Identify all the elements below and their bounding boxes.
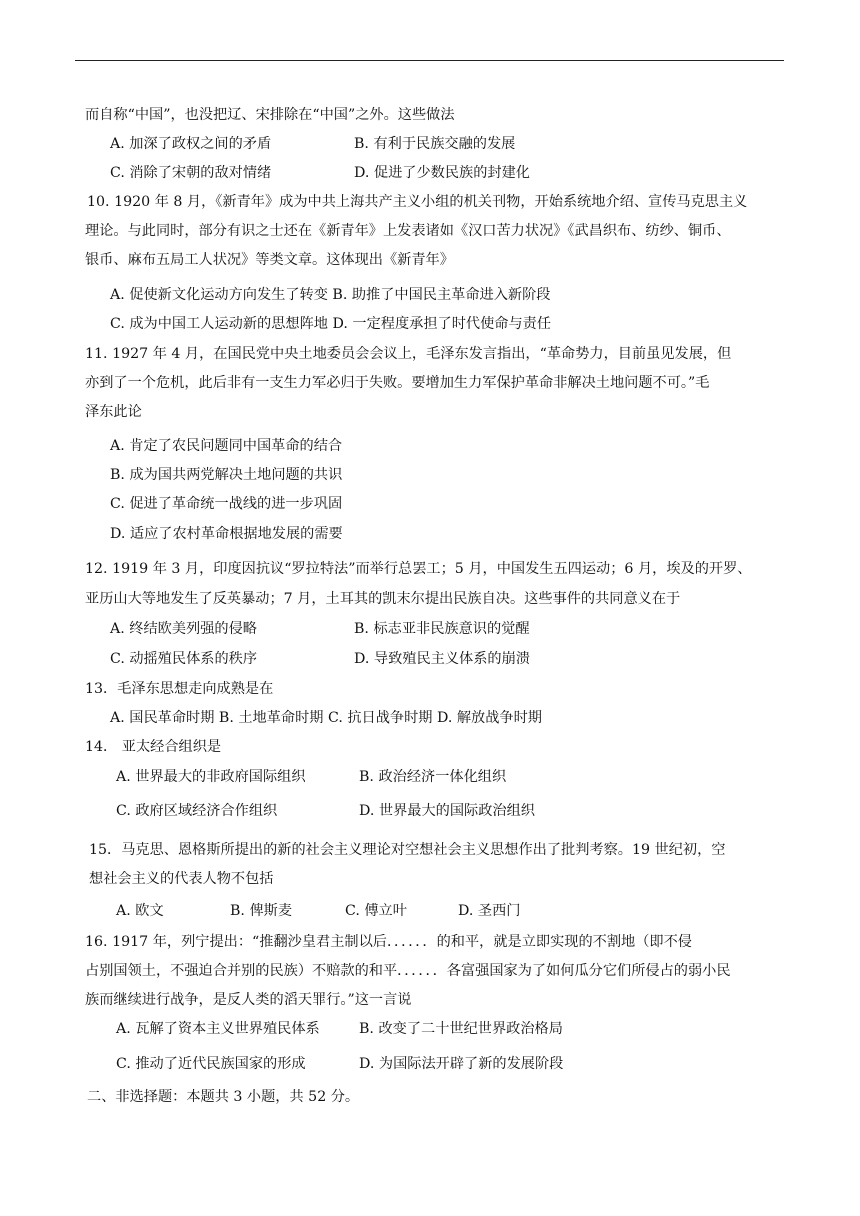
option-b: B. 有利于民族交融的发展: [354, 136, 516, 152]
text-line: 想社会主义的代表人物不包括: [89, 871, 274, 887]
option-b: B. 成为国共两党解决土地问题的共识: [110, 467, 343, 483]
question-10: 10. 1920 年 8 月，《新青年》成为中共上海共产主义小组的机关刊物，开始系统地介绍、宣传马克思主义: [87, 194, 748, 210]
section-heading: 二、非选择题：本题共 3 小题，共 52 分。: [87, 1089, 360, 1105]
option-c: C. 消除了宋朝的敌对情绪: [110, 165, 272, 181]
option-a: A. 肯定了农民问题同中国革命的结合: [110, 438, 343, 454]
option-d: D. 圣西门: [458, 903, 521, 919]
option-a: A. 加深了政权之间的矛盾: [110, 136, 272, 152]
question-15: 15．马克思、恩格斯所提出的新的社会主义理论对空想社会主义思想作出了批判考察。19 世纪初，空: [89, 842, 726, 858]
option-d: D. 适应了农村革命根据地发展的需要: [110, 526, 343, 542]
question-12: 12. 1919 年 3 月，印度因抗议“罗拉特法”而举行总罢工；5 月，中国发生五四运动；6 月，埃及的开罗、: [85, 561, 752, 577]
text-line: 占别国领土，不强迫合并别的民族）不赔款的和平．．．．．．各富强国家为了如何瓜分它们所侵占的弱小民: [85, 963, 731, 979]
text-line: 亦到了一个危机，此后非有一支生力军必归于失败。要增加生力军保护革命非解决土地问题不可。”毛: [85, 375, 710, 391]
option-ab: A. 促使新文化运动方向发生了转变 B. 助推了中国民主革命进入新阶段: [110, 287, 551, 303]
option-c: C. 促进了革命统一战线的进一步巩固: [110, 496, 343, 512]
question-16: 16. 1917 年，列宁提出：“推翻沙皇君主制以后．．．．．．的和平，就是立即实现的不割地（即不侵: [85, 934, 692, 950]
options-13: A. 国民革命时期 B. 土地革命时期 C. 抗日战争时期 D. 解放战争时期: [110, 710, 542, 726]
option-cd: C. 成为中国工人运动新的思想阵地 D. 一定程度承担了时代使命与责任: [110, 316, 552, 332]
question-14: 14． 亚太经合组织是: [85, 739, 222, 755]
option-b: B. 标志亚非民族意识的觉醒: [354, 621, 530, 637]
text-line: 泽东此论: [85, 404, 142, 420]
option-b: B. 改变了二十世纪世界政治格局: [359, 1021, 563, 1037]
option-c: C. 傅立叶: [345, 903, 407, 919]
option-b: B. 俾斯麦: [230, 903, 293, 919]
text-line: 亚历山大等地发生了反英暴动；7 月，土耳其的凯末尔提出民族自决。这些事件的共同意义在于: [85, 591, 681, 607]
option-a: A. 瓦解了资本主义世界殖民体系: [116, 1021, 320, 1037]
option-a: A. 世界最大的非政府国际组织: [116, 769, 306, 785]
text-line: 银币、麻布五局工人状况》等类文章。这体现出《新青年》: [85, 252, 454, 268]
option-d: D. 为国际法开辟了新的发展阶段: [359, 1056, 564, 1072]
option-c: C. 推动了近代民族国家的形成: [116, 1056, 306, 1072]
option-d: D. 促进了少数民族的封建化: [354, 165, 530, 181]
question-11: 11. 1927 年 4 月，在国民党中央土地委员会会议上，毛泽东发言指出，“革命势力，目前虽见发展，但: [85, 346, 732, 362]
option-b: B. 政治经济一体化组织: [359, 769, 507, 785]
option-c: C. 政府区域经济合作组织: [116, 803, 278, 819]
option-c: C. 动摇殖民体系的秩序: [110, 651, 258, 667]
option-a: A. 欧文: [116, 903, 164, 919]
option-d: D. 世界最大的国际政治组织: [359, 803, 535, 819]
option-a: A. 终结欧美列强的侵略: [110, 621, 257, 637]
text-line: 而自称“中国”，也没把辽、宋排除在“中国”之外。这些做法: [85, 107, 455, 123]
text-line: 族而继续进行战争，是反人类的滔天罪行。”这一言说: [85, 992, 412, 1008]
option-d: D. 导致殖民主义体系的崩溃: [354, 651, 530, 667]
header-rule: [75, 60, 784, 61]
text-line: 理论。与此同时，部分有识之士还在《新青年》上发表诸如《汉口苦力状况》《武昌织布、纺纱、铜币、: [85, 223, 731, 239]
question-13: 13．毛泽东思想走向成熟是在: [85, 681, 274, 697]
